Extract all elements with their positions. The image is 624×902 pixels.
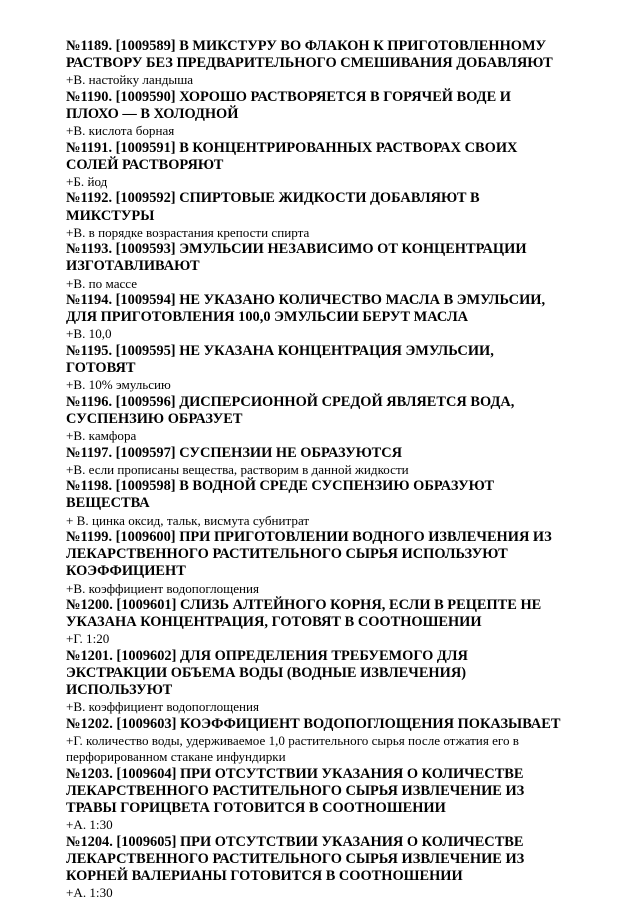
question-1204: №1204. [1009605] ПРИ ОТСУТСТВИИ УКАЗАНИЯ О КОЛИЧЕСТВЕ ЛЕКАРСТВЕННОГО РАСТИТЕЛЬНОГО СЫРЬЯ ИЗВЛЕЧЕНИЕ ИЗ КОРНЕЙ ВАЛЕРИАНЫ ГОТОВИТСЯ В СООТНОШЕНИИ [66,833,525,885]
answer-1199: +В. коэффициент водопоглощения [66,580,260,596]
question-1194: №1194. [1009594] НЕ УКАЗАНО КОЛИЧЕСТВО МАСЛА В ЭМУЛЬСИИ, ДЛЯ ПРИГОТОВЛЕНИЯ 100,0 ЭМУЛЬСИИ БЕРУТ МАСЛА [66,292,546,326]
question-1201: №1201. [1009602] ДЛЯ ОПРЕДЕЛЕНИЯ ТРЕБУЕМОГО ДЛЯ ЭКСТРАКЦИИ ОБЪЕМА ВОДЫ (ВОДНЫЕ ИЗВЛЕЧЕНИЯ) ИСПОЛЬЗУЮТ [66,647,468,699]
answer-1202: +Г. количество воды, удерживаемое 1,0 растительного сырья после отжатия его в перфорированном стакане инфундирки [66,732,519,765]
answer-1196: +В. камфора [66,428,137,444]
answer-1193: +В. по массе [66,275,138,291]
question-1195: №1195. [1009595] НЕ УКАЗАНА КОНЦЕНТРАЦИЯ ЭМУЛЬСИИ, ГОТОВЯТ [66,342,494,377]
question-1196: №1196. [1009596] ДИСПЕРСИОННОЙ СРЕДОЙ ЯВЛЯЕТСЯ ВОДА, СУСПЕНЗИЮ ОБРАЗУЕТ [66,393,515,427]
question-1193: №1193. [1009593] ЭМУЛЬСИИ НЕЗАВИСИМО ОТ КОНЦЕНТРАЦИИ ИЗГОТАВЛИВАЮТ [66,241,527,275]
question-1192: №1192. [1009592] СПИРТОВЫЕ ЖИДКОСТИ ДОБАВЛЯЮТ В МИКСТУРЫ [66,190,480,224]
answer-1194: +В. 10,0 [66,326,112,342]
question-1190: №1190. [1009590] ХОРОШО РАСТВОРЯЕТСЯ В ГОРЯЧЕЙ ВОДЕ И ПЛОХО — В ХОЛОДНОЙ [66,88,511,123]
question-1199: №1199. [1009600] ПРИ ПРИГОТОВЛЕНИИ ВОДНОГО ИЗВЛЕЧЕНИЯ ИЗ ЛЕКАРСТВЕННОГО РАСТИТЕЛЬНОГО СЫРЬЯ ИСПОЛЬЗУЮТ КОЭФФИЦИЕНТ [66,528,552,580]
answer-1203: +А. 1:30 [66,817,113,833]
question-1200: №1200. [1009601] СЛИЗЬ АЛТЕЙНОГО КОРНЯ, ЕСЛИ В РЕЦЕПТЕ НЕ УКАЗАНА КОНЦЕНТРАЦИЯ, ГОТОВЯТ В СООТНОШЕНИИ [66,596,542,631]
answer-1201: +В. коэффициент водопоглощения [66,699,260,715]
answer-1204: +А. 1:30 [66,885,113,901]
question-1202: №1202. [1009603] КОЭФФИЦИЕНТ ВОДОПОГЛОЩЕНИЯ ПОКАЗЫВАЕТ [66,715,561,732]
answer-1198: + В. цинка оксид, тальк, висмута субнитрат [66,512,310,528]
answer-1189: +В. настойку ландыша [66,72,194,88]
document-page [66,38,566,902]
question-1189: №1189. [1009589] В МИКСТУРУ ВО ФЛАКОН К ПРИГОТОВЛЕННОМУ РАСТВОРУ БЕЗ ПРЕДВАРИТЕЛЬНОГО СМЕШИВАНИЯ ДОБАВЛЯЮТ [66,38,553,72]
question-1191: №1191. [1009591] В КОНЦЕНТРИРОВАННЫХ РАСТВОРАХ СВОИХ СОЛЕЙ РАСТВОРЯЮТ [66,139,518,173]
question-1197: №1197. [1009597] СУСПЕНЗИИ НЕ ОБРАЗУЮТСЯ [66,444,403,461]
answer-1197: +В. если прописаны вещества, растворим в данной жидкости [66,461,409,477]
answer-1190: +В. кислота борная [66,123,175,139]
answer-1192: +В. в порядке возрастания крепости спирта [66,224,310,240]
question-1198: №1198. [1009598] В ВОДНОЙ СРЕДЕ СУСПЕНЗИЮ ОБРАЗУЮТ ВЕЩЕСТВА [66,478,495,512]
question-1203: №1203. [1009604] ПРИ ОТСУТСТВИИ УКАЗАНИЯ О КОЛИЧЕСТВЕ ЛЕКАРСТВЕННОГО РАСТИТЕЛЬНОГО СЫРЬЯ ИЗВЛЕЧЕНИЕ ИЗ ТРАВЫ ГОРИЦВЕТА ГОТОВИТСЯ В СООТНОШЕНИИ [66,765,525,817]
answer-1191: +Б. йод [66,174,108,190]
answer-1195: +В. 10% эмульсию [66,377,171,393]
answer-1200: +Г. 1:20 [66,631,110,647]
